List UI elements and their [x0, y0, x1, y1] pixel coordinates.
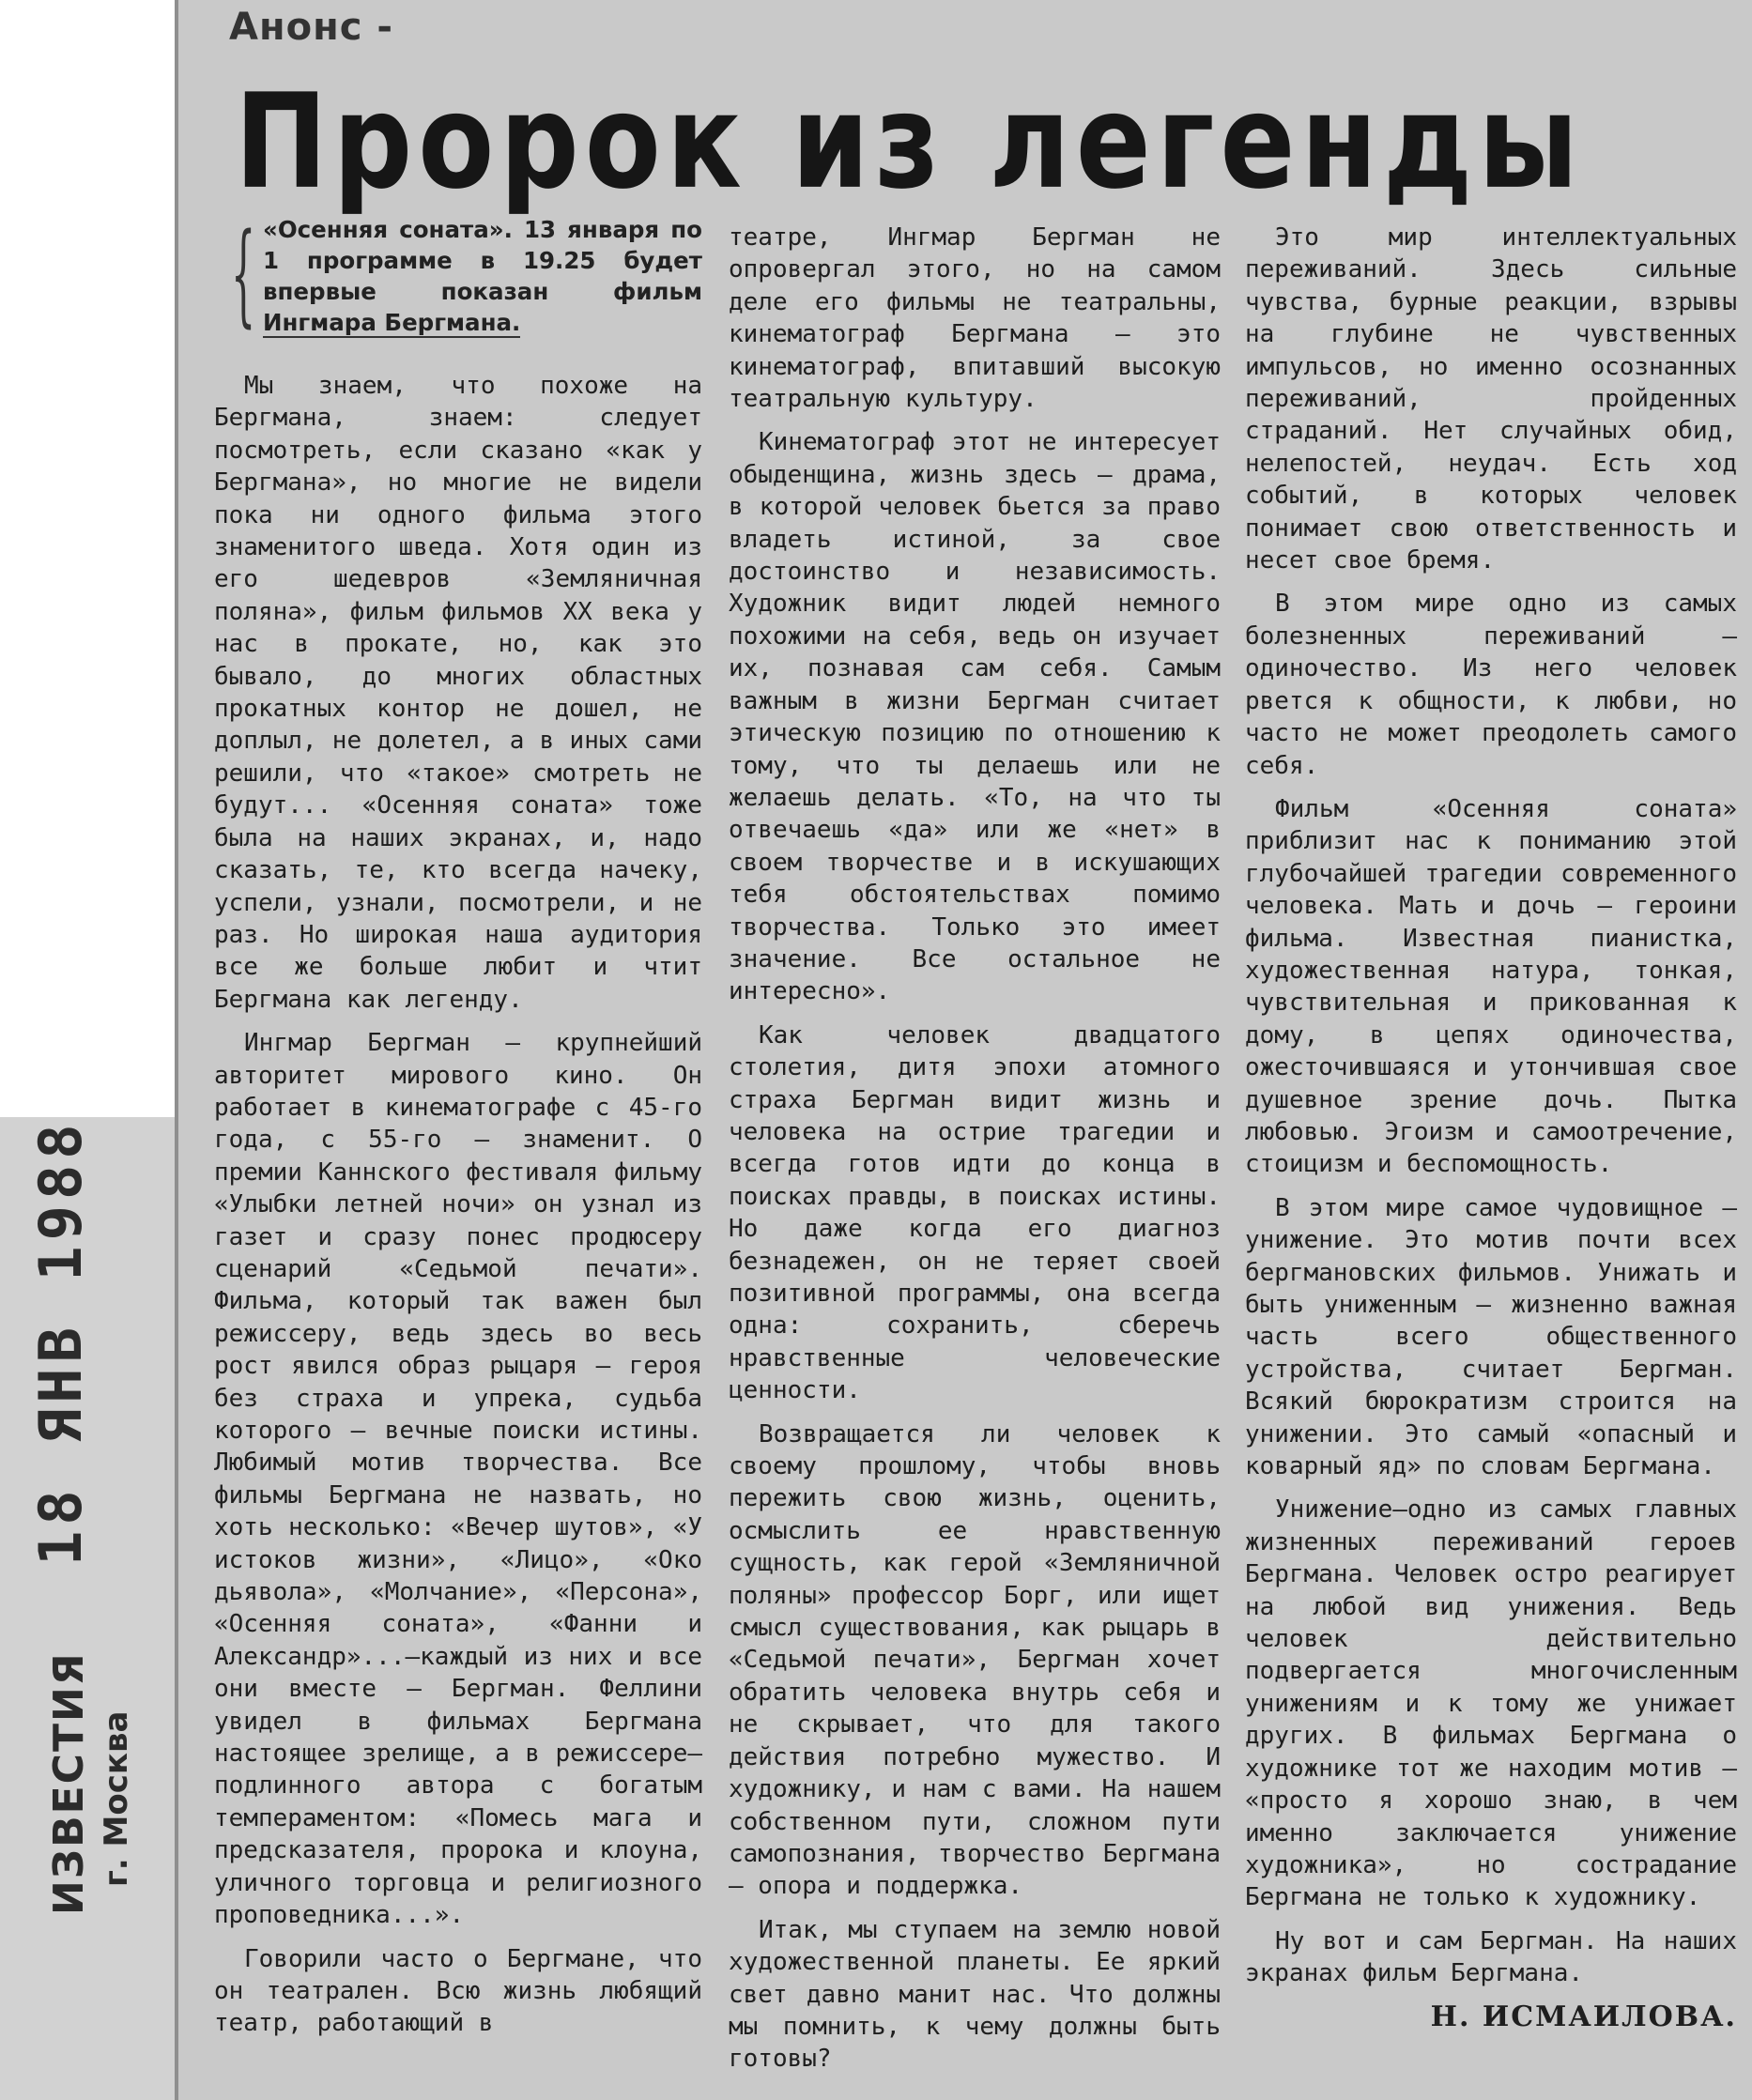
newspaper-stamp: ИЗВЕСТИЯ — [45, 1651, 93, 1915]
paragraph: Как человек двадцатого столетия, дитя эпохи атомного страха Бергман видит жизнь и человека на острие трагедии и всегда готов идти до конца в поисках правды, в поисках истины. Но даже когда его диагноз безнадежен, он не теряет своей позитивной программы, она всегда одна: сохранить, сберечь нравственные человеческие ценности. — [729, 1020, 1221, 1405]
paragraph: В этом мире одно из самых болезненных переживаний — одиночество. Из него человек рвется к общности, к любви, но часто не может преодолеть самого себя. — [1245, 590, 1737, 780]
column-3 — [1245, 222, 1737, 2033]
city-stamp: г. Москва — [98, 1710, 135, 1887]
paragraph: Говорили часто о Бергмане, что он театрален. Всю жизнь любящий театр, работающий в — [214, 1944, 702, 2038]
paragraph: Итак, мы ступаем на землю новой художественной планеты. Ее яркий свет давно манит нас. Что должны мы помнить, к чему должны быть готовы? — [729, 1915, 1221, 2074]
author-signature: Н. ИСМАИЛОВА. — [1430, 2000, 1737, 2033]
paragraph: Фильм «Осенняя соната» приблизит нас к пониманию этой глубочайшей трагедии современного человека. Мать и дочь — героини фильма. Известная пианистка, художественная натура, тонкая, чувствительная и прикованная к дому, в цепях одиночества, ожесточившаяся и утончившая свое душевное зрение дочь. Пытка любовью. Эгоизм и самоотречение, стоицизм и беспомощность. — [1245, 794, 1737, 1179]
lead-name: Ингмара Бергмана. — [263, 309, 521, 336]
paragraph: Ну вот и сам Бергман. На наших экранах фильм Бергмана. — [1245, 1926, 1737, 1988]
paragraph: Кинематограф этот не интересует обыденщина, жизнь здесь — драма, в которой человек бьется за право владеть истиной, за свое достоинство и независимость. Художник видит людей немного похожими на себя, ведь он изучает их, познавая сам себя. Самым важным в жизни Бергман считает этическую позицию по отношению к тому, что ты делаешь или не желаешь делать. «То, на что ты отвечаешь «да» или же «нет» в своем творчестве и в искушающих тебя обстоятельствах помимо творчества. Только это имеет значение. Все остальное не интересно». — [729, 428, 1221, 1006]
clipping-edge — [175, 0, 178, 2100]
lead-paragraph — [237, 214, 702, 338]
paragraph: В этом мире самое чудовищное —унижение. Это мотив почти всех бергмановских фильмов. Унижать и быть униженным — жизненно важная часть всего общественного устройства, считает Бергман. Всякий бюрократизм строится на унижении. Это самый «опасный и коварный яд» по словам Бергмана. — [1245, 1193, 1737, 1481]
paragraph: театре, Ингмар Бергман не опровергал этого, но на самом деле его фильмы не театральны, кинематограф Бергмана — это кинематограф, впитавший высокую театральную культуру. — [729, 223, 1221, 414]
paragraph: Ингмар Бергман — крупнейший авторитет мирового кино. Он работает в кинематографе с 45-го года, с 55-го — знаменит. О премии Каннского фестиваля фильму «Улыбки летней ночи» он узнал из газет и сразу понес продюсеру сценарий «Седьмой печати». Фильма, который так важен был режиссеру, ведь здесь во весь рост явился образ рыцаря — героя без страха и упрека, судьба которого — вечные поиски истины. Любимый мотив творчества. Все фильмы Бергмана не назвать, но хоть несколько: «Вечер шутов», «У истоков жизни», «Лицо», «Око дьявола», «Молчание», «Персона», «Осенняя соната», «Фанни и Александр»...—каждый из них и все они вместе — Бергман. Феллини увидел в фильмах Бергмана настоящее зрелище, а в режиссере—подлинного автора с богатым темпераментом: «Помесь мага и предсказателя, пророка и клоуна, уличного торговца и религиозного проповедника...». — [214, 1029, 702, 1930]
lead-text: «Осенняя соната». 13 января по 1 программе в 19.25 будет впервые показан фильм — [263, 216, 702, 305]
headline: Пророк из легенды — [235, 65, 1584, 218]
rubric: Анонс - — [229, 6, 393, 49]
paragraph: Это мир интеллектуальных переживаний. Здесь сильные чувства, бурные реакции, взрывы на глубине не чувственных импульсов, но именно осознанных переживаний, пройденных страданий. Нет случайных обид, нелепостей, неудач. Есть ход событий, в которых человек понимает свою ответственность и несет свое бремя. — [1245, 223, 1737, 575]
paragraph: Унижение—одно из самых главных жизненных переживаний героев Бергмана. Человек остро реагирует на любой вид унижения. Ведь человек действительно подвергается многочисленным унижениям и к тому же унижает других. В фильмах Бергмана о художнике тот же находим мотив — «просто я хорошо знаю, в чем именно заключается унижение художника», но сострадание Бергмана не только к художнику. — [1245, 1495, 1737, 1912]
date-stamp: 18 ЯНВ 1988 — [26, 1118, 95, 1566]
column-1 — [214, 370, 702, 2051]
paragraph: Мы знаем, что похоже на Бергмана, знаем: следует посмотреть, если сказано «как у Бергмана», но многие не видели пока ни одного фильма этого знаменитого шведа. Хотя один из его шедевров «Земляничная поляна», фильм фильмов XX века у нас в прокате, но, как это бывало, до многих областных прокатных контор не дошел, не доплыл, не долетел, а в иных сами решили, что «такое» смотреть не будут... «Осенняя соната» тоже была на наших экранах, и, надо сказать, те, кто всегда начеку, успели, узнали, посмотрели, и не раз. Но широкая наша аудитория все же больше любит и чтит Бергмана как легенду. — [214, 372, 702, 1014]
column-2 — [729, 222, 1221, 2087]
paragraph: Возвращается ли человек к своему прошлому, чтобы вновь пережить свою жизнь, оценить, осмыслить ее нравственную сущность, как герой «Земляничной поляны» профессор Борг, или ищет смысл существования, как рыцарь в «Седьмой печати», Бергман хочет обратить человека внутрь себя и не скрывает, что для такого действия потребно мужество. И художнику, и нам с вами. На нашем собственном пути, сложном пути самопознания, творчество Бергмана — опора и поддержка. — [729, 1419, 1221, 1901]
lead-brace: { — [231, 208, 256, 338]
